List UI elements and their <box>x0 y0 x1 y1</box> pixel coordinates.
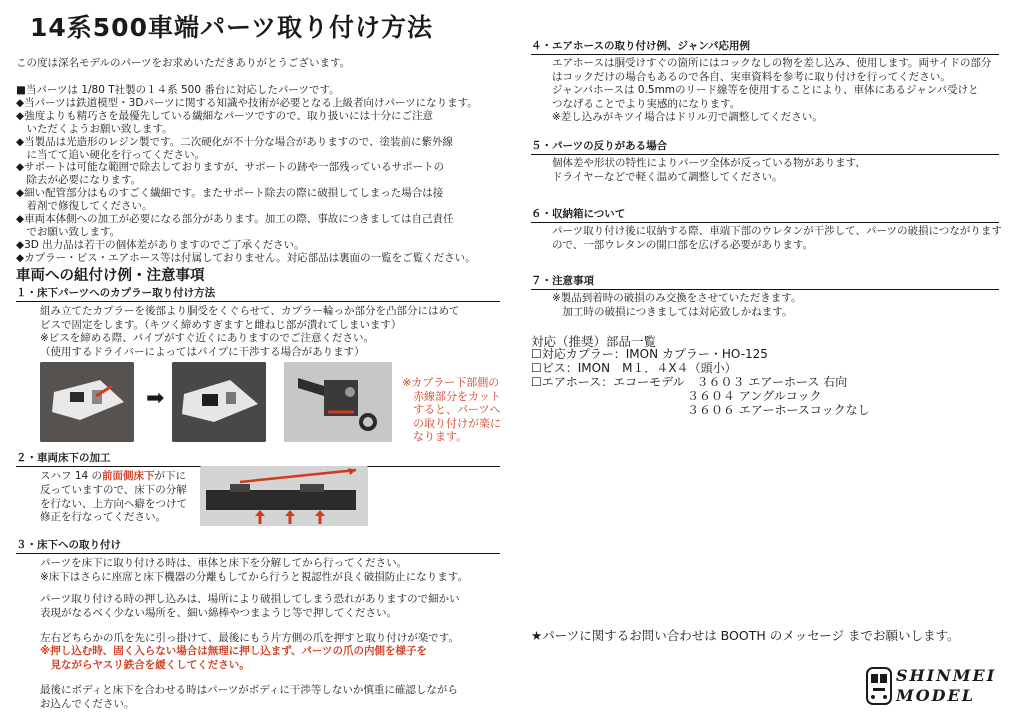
section-2-body: 反っていますので、床下の分解 を行ない、上方向へ癖をつけて 修正を行なってください。 <box>40 484 187 523</box>
section-4-body: エアホースは胴受けすぐの箇所にはコックなしの物を差し込み、使用します。両サイドの部分 はコックだけの場合もあるので各自、実車資料を参考に取り付けを行ってください。 ジャンパホースは 0.5mmのリード線等を使用することにより、車体にあるジャンパ受けと つなげることでより実感的になります。 ※差し込みがキツイ場合はドリル刃で調整してください。 <box>552 57 992 123</box>
parts-list-title: 対応（推奨）部品一覧 <box>531 334 657 349</box>
section-1-body: 組み立てたカプラーを後部より胴受をくぐらせて、カプラー輪っか部分を凸部分にはめて ビスで固定をします。（キツく締めすぎますと雌ねじ部が潰れてしまいます） ※ビスを締める際、パイプがすぐ近くにありますのでご注意ください。 （使用するドライバーによってはパイプに干渉する場合があります） <box>40 305 460 358</box>
section-7-heading: ７・注意事項 <box>531 273 999 290</box>
parts-list: ☐対応カプラー：IMON カプラー・HO-125 ☐ビス：IMON M１．４X４（頭小） ☐エアホース：エコーモデル ３６０３ エアーホース 右向 ３６０４ アングルコック ３６０６ エアーホースコックなし <box>531 347 870 417</box>
section-2-line1-pre: スハフ 14 の <box>40 470 103 482</box>
coupler-photo-after <box>172 362 266 442</box>
section-3-para-3: 左右どちらかの爪を先に引っ掛けて、最後にもう片方側の爪を押すと取り付けが楽です。 <box>40 632 459 644</box>
section-3-para-1: パーツを床下に取り付ける時は、車体と床下を分解してから行ってください。 ※床下はさらに座席と床下機器の分離もしてから行うと視認性が良く破損防止になります。 <box>40 557 468 583</box>
section-5-body: 個体差や形状の特性によりパーツ全体が反っている物があります、 ドライヤーなどで軽く温めて調整してください。 <box>552 157 866 183</box>
arrow-right-icon: ➡ <box>146 386 165 411</box>
section-heading-assembly: 車両への組付け例・注意事項 <box>16 268 205 284</box>
intro-text: この度は深名モデルのパーツをお求めいただきありがとうございます。 <box>16 57 351 69</box>
underfloor-photo <box>200 466 368 526</box>
section-7-body: ※製品到着時の破損のみ交換をさせていただきます。 加工時の破損につきましては対応致しかねます。 <box>552 292 802 318</box>
section-2-heading: ２・車両床下の加工 <box>16 450 500 467</box>
contact-note: ★パーツに関するお問い合わせは BOOTH のメッセージ までお願いします。 <box>531 628 960 643</box>
coupler-photo-cut <box>284 362 392 442</box>
section-5-heading: ５・パーツの反りがある場合 <box>531 138 999 155</box>
underfloor-image <box>200 466 368 526</box>
page-title: 14系500車端パーツ取り付け方法 <box>30 13 433 42</box>
brand-logo <box>864 664 1004 710</box>
section-3-heading: ３・床下への取り付け <box>16 537 500 554</box>
notes-list: ■当パーツは 1/80 T社製の１４系 500 番台に対応したパーツです。 ◆当パーツは鉄道模型・3Dパーツに関する知識や技術が必要となる上級者向けパーツになります。 ◆強度よりも精巧さを最優先している繊細なパーツですので、取り扱いには十分にご注意 いただくようお願い致します。 ◆当製品は光造形のレジン製です。二次硬化が不十分な場合がありますので、塗装前に紫外線 に当てて追い硬化を行ってください。 ◆サポートは可能な範囲で除去しておりますが、サポートの跡や一部残っているサポートの 除去が必要になります。 ◆細い配管部分はものすごく繊細です。またサポート除去の際に破損してしまった場合は接 着剤で修復してください。 ◆車両本体側への加工が必要になる部分があります。加工の際、事故につきましては自己責任 でお願い致します。 ◆3D 出力品は若干の個体差がありますのでご了承ください。 ◆カプラー・ビス・エアホース等は付属しておりません。対応部品は裏面の一覧をご覧ください。 <box>16 84 478 264</box>
section-6-body: パーツ取り付け後に収納する際、車端下部のウレタンが干渉して、パーツの破損につながります ので、一部ウレタンの開口部を広げる必要があります。 <box>552 225 1002 251</box>
coupler-part-after-image <box>172 362 266 442</box>
section-3-para-2: パーツ取り付ける時の押し込みは、場所により破損してしまう恐れがありますので細かい 表現がなるべく少ない場所を、細い綿棒やつまようじ等で押してください。 <box>40 593 460 619</box>
coupler-photo-before <box>40 362 134 442</box>
section-4-heading: ４・エアホースの取り付け例、ジャンパ応用例 <box>531 38 999 55</box>
coupler-part-before-image <box>40 362 134 442</box>
coupler-cut-note: ※カプラー下部側の 赤線部分をカット すると、パーツへ の取り付けが楽に なります。 <box>402 376 501 443</box>
train-front-icon <box>864 664 894 708</box>
section-1-heading: １・床下パーツへのカプラー取り付け方法 <box>16 285 500 302</box>
logo-line-2: MODEL <box>896 686 975 705</box>
section-3-warning: ※押し込む時、固く入らない場合は無理に押し込まず、パーツの爪の内側を様子を 見ながらヤスリ鉄合を緩くしてください。 <box>40 645 427 671</box>
logo-line-1: SHINMEI <box>896 666 997 685</box>
section-6-heading: ６・収納箱について <box>531 206 999 223</box>
coupler-cut-image <box>284 362 392 442</box>
section-3-para-4: 最後にボディと床下を合わせる時はパーツがボディに干渉等しないか慎重に確認しながら お込んでください。 <box>40 684 458 710</box>
section-2-highlight: 前面側床下 <box>102 470 155 482</box>
section-2-line1 <box>40 470 186 484</box>
section-2-line1-post: が下に <box>154 470 187 482</box>
